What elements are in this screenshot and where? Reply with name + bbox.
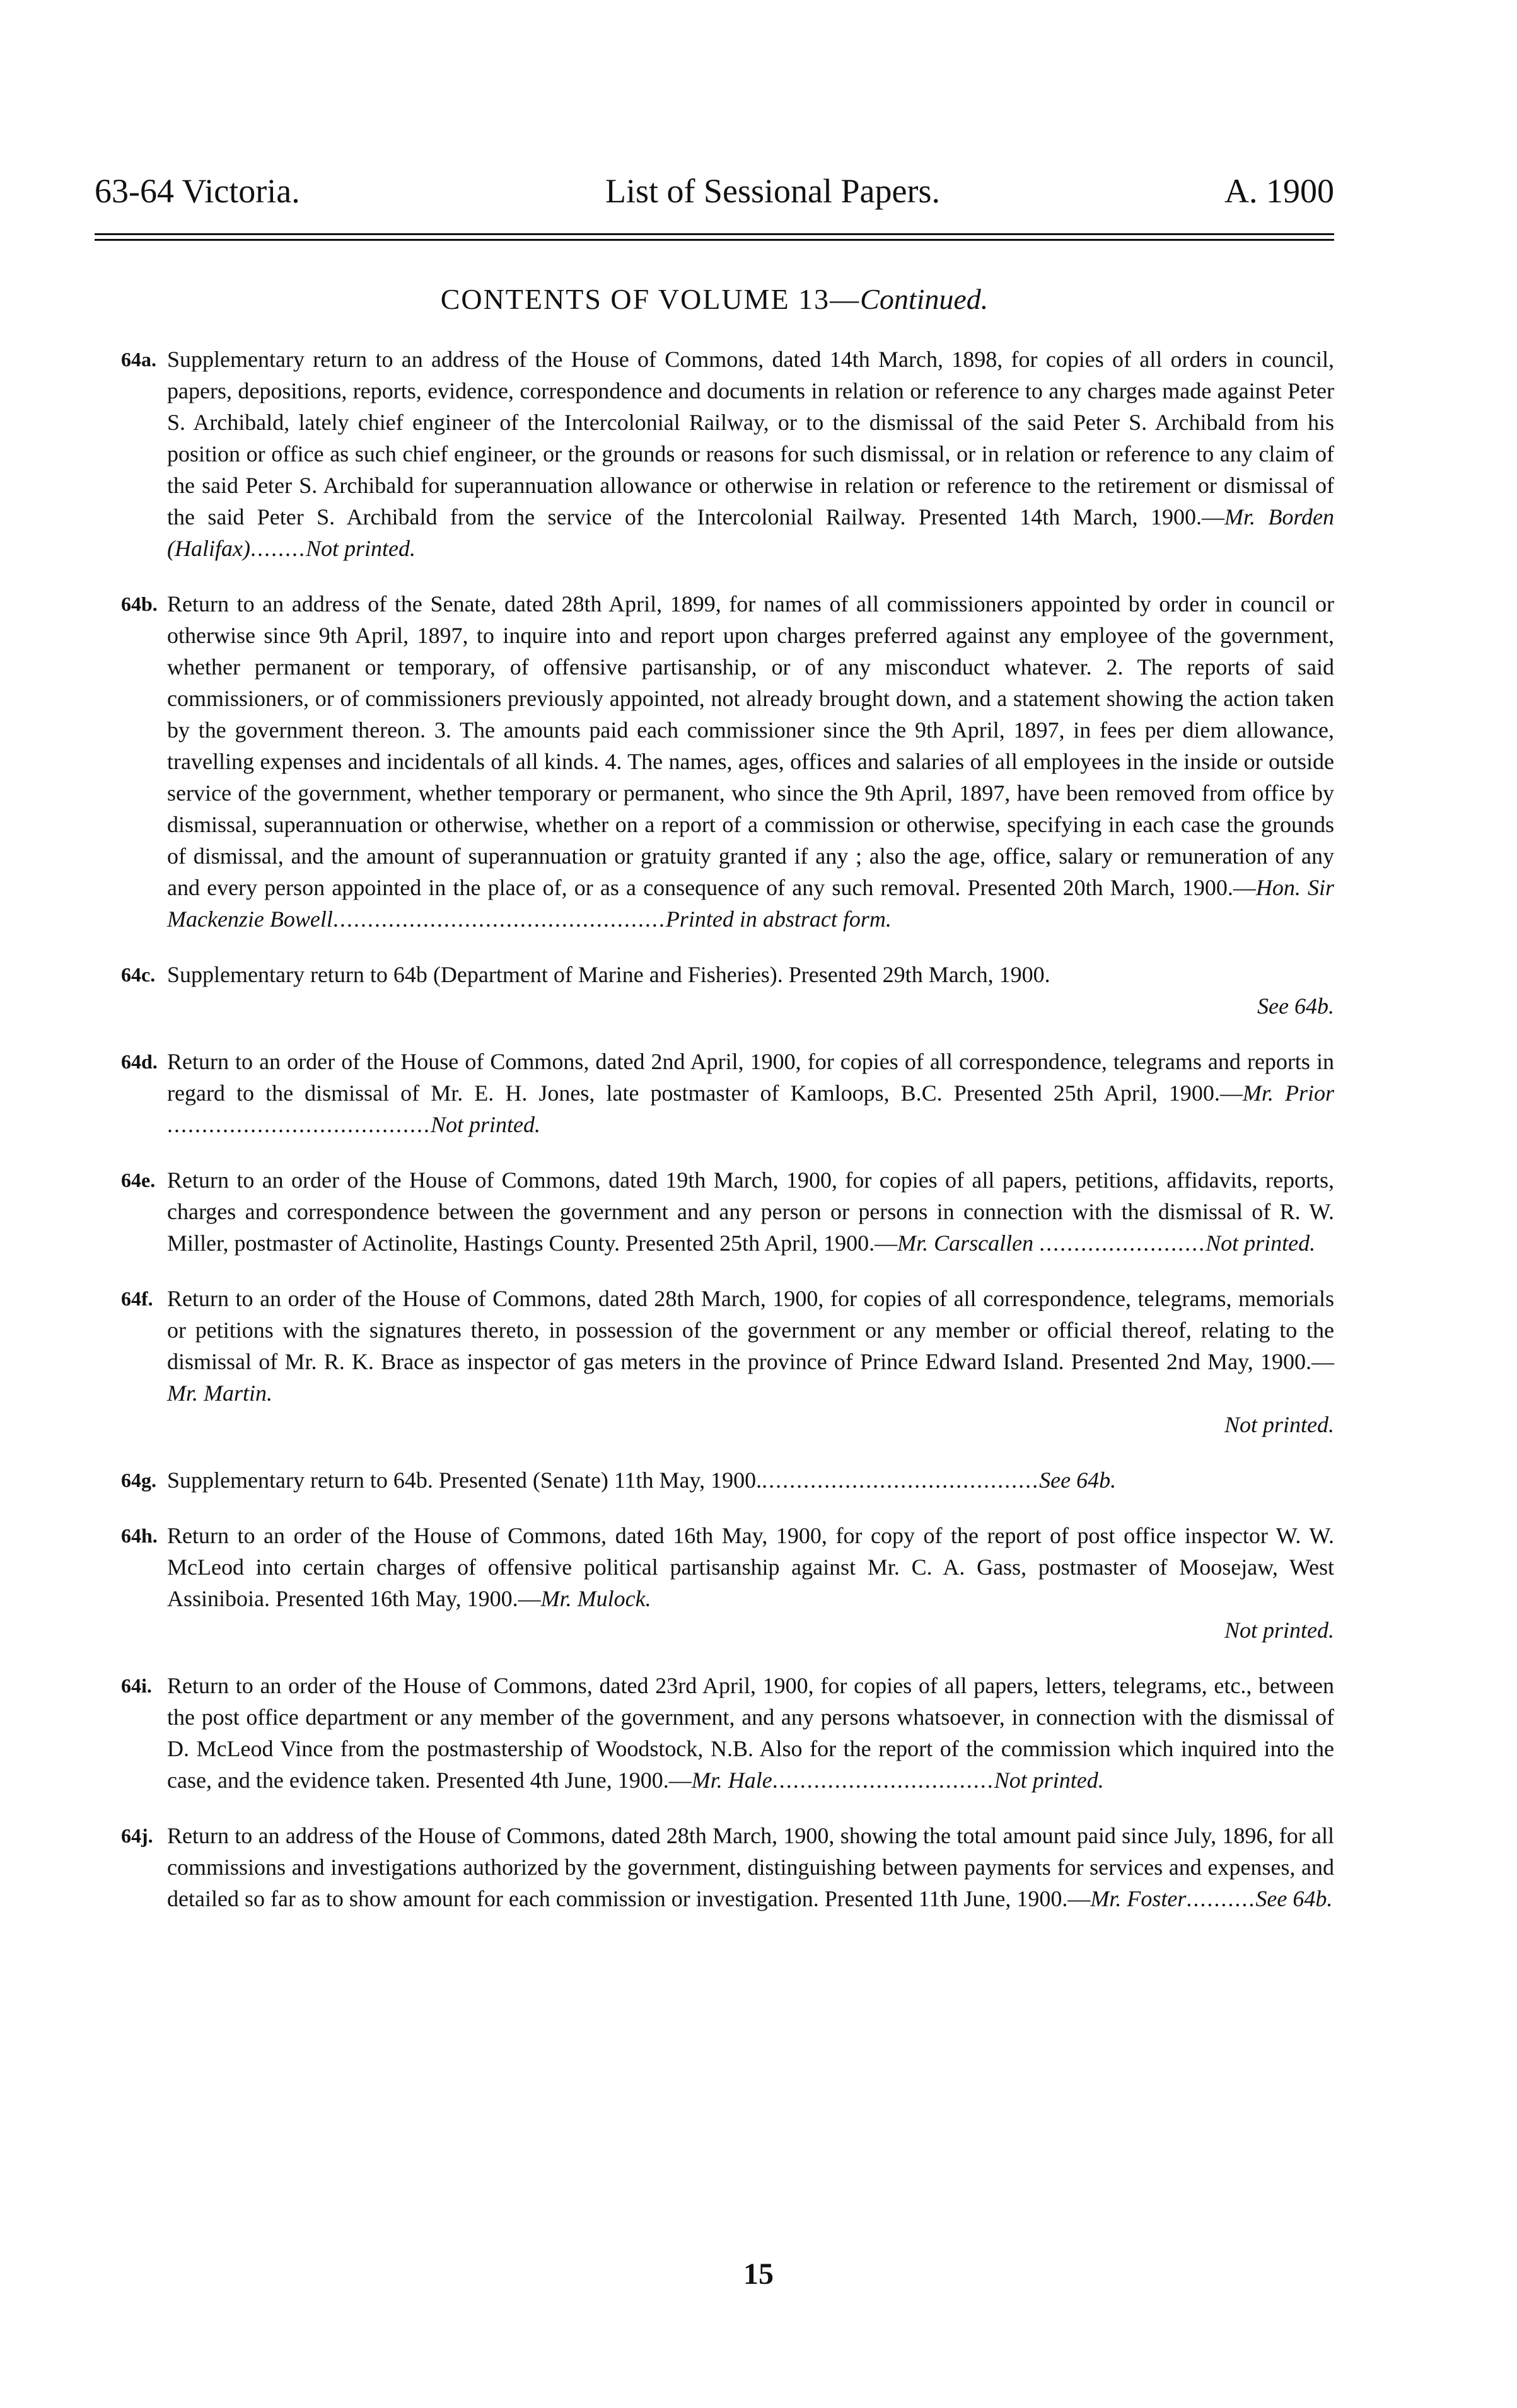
entry-status: See 64b.: [1255, 1886, 1333, 1911]
entry-status: Not printed.: [431, 1112, 541, 1137]
header-double-rule: [95, 233, 1334, 246]
entry-text: Return to an order of the House of Commons, dated 2nd April, 1900, for copies of all correspondence, telegrams and reports in regard to the dismissal of Mr. E. H. Jones, late postmaster of Kamloops, B.C. Presented 25th April, 1900.—: [167, 1049, 1334, 1106]
entry-presenter: Mr. Mulock.: [540, 1586, 651, 1611]
entry-status: Printed in abstract form.: [665, 906, 892, 932]
entry-text: Return to an order of the House of Commons, dated 28th March, 1900, for copies of all correspondence, telegrams, memorials or petitions with the signatures thereto, in possession of the government or any member or official thereof, relating to the dismissal of Mr. R. K. Brace as inspector of gas meters in the province of Prince Edward Island. Presented 2nd May, 1900.—: [167, 1286, 1334, 1374]
heading-continued: Continued.: [860, 283, 989, 315]
entry-status: Not printed.: [305, 536, 416, 561]
entry-64e: [95, 1164, 1334, 1259]
entry-presenter: Hon. Sir Mackenzie Bowell: [167, 875, 1334, 932]
entry-presenter: Mr. Hale: [691, 1768, 772, 1793]
header-session: 63-64 Victoria.: [95, 172, 300, 210]
entry-presenter: Mr. Martin.: [167, 1381, 273, 1406]
entry-id: 64c.: [121, 963, 156, 986]
entry-leader: ................................: [772, 1768, 994, 1793]
entry-id: 64f.: [121, 1287, 153, 1310]
entry-id: 64e.: [121, 1169, 156, 1191]
entry-text: Return to an order of the House of Commons, dated 23rd April, 1900, for copies of all papers, letters, telegrams, etc., between the post office department or any member of the government, and any persons whatsoever, in connection with the dismissal of D. McLeod Vince from the postmastership of Woodstock, N.B. Also for the report of the commission which inquired into the case, and the evidence taken. Presented 4th June, 1900.—: [167, 1673, 1334, 1793]
rule-bottom: [95, 239, 1334, 241]
entry-text: Supplementary return to 64b (Department of Marine and Fisheries). Presented 29th March, 1900.: [167, 962, 1050, 987]
entry-leader: ........................................: [762, 1467, 1040, 1493]
entry-leader: ................................................: [332, 906, 666, 932]
entry-64f: [95, 1283, 1334, 1440]
rule-top: [95, 233, 1334, 235]
entry-64g: [95, 1464, 1334, 1496]
entry-leader: ..........: [1186, 1886, 1256, 1911]
entry-id: 64d.: [121, 1050, 158, 1073]
entry-text: Return to an address of the Senate, dated 28th April, 1899, for names of all commissioners appointed by order in council or otherwise since 9th April, 1897, to inquire into and report upon charges preferred against any employee of the government, whether permanent or temporary, of offensive partisanship, or of any misconduct whatever. 2. The reports of said commissioners, or of commissioners previously appointed, not already brought down, and a statement showing the action taken by the government thereon. 3. The amounts paid each commissioner since the 9th April, 1897, in fees per diem allowance, travelling expenses and incidentals of all kinds. 4. The names, ages, offices and salaries of all employees in the inside or outside service of the government, whether temporary or permanent, who since the 9th April, 1897, have been removed from office by dismissal, superannuation or otherwise, whether on a report of a commission or otherwise, specifying in each case the grounds of dismissal, and the amount of superannuation or gratuity granted if any ; also the age, office, salary or remuneration of any and every person appointed in the place of, or as a consequence of any such removal. Presented 20th March, 1900.—: [167, 591, 1334, 900]
entry-leader: ......................................: [167, 1112, 431, 1137]
header-year: A. 1900: [1224, 172, 1334, 210]
entry-id: 64i.: [121, 1674, 152, 1697]
heading-main: CONTENTS OF VOLUME 13—: [440, 283, 861, 315]
entry-64d: [95, 1046, 1334, 1140]
entry-presenter: Mr. Foster: [1090, 1886, 1187, 1911]
entry-leader: ........: [250, 536, 306, 561]
entry-id: 64j.: [121, 1824, 153, 1847]
entry-id: 64a.: [121, 348, 156, 371]
entry-id: 64g.: [121, 1469, 156, 1491]
header-title: List of Sessional Papers.: [605, 172, 940, 210]
entry-64b: [95, 588, 1334, 935]
entry-64i: [95, 1670, 1334, 1796]
entry-64h: [95, 1520, 1334, 1646]
entry-status: See 64b.: [1039, 1467, 1117, 1493]
entry-id: 64b.: [121, 593, 158, 615]
running-header: [95, 171, 1334, 209]
section-heading: [95, 282, 1334, 316]
entry-status: See 64b.: [1257, 993, 1334, 1019]
entry-64a: [95, 344, 1334, 564]
entry-text: Supplementary return to an address of the House of Commons, dated 14th March, 1898, for copies of all orders in council, papers, depositions, reports, evidence, correspondence and documents in relation or reference to any charges made against Peter S. Archibald, lately chief engineer of the Intercolonial Railway, or to the dismissal of the said Peter S. Archibald from his position or office as such chief engineer, or the grounds or reasons for such dismissal, or in relation or reference to any claim of the said Peter S. Archibald for superannuation allowance or otherwise in relation or reference to the retirement or dismissal of the said Peter S. Archibald from the service of the Intercolonial Railway. Presented 14th March, 1900.—: [167, 347, 1334, 530]
entry-leader: ........................: [1039, 1230, 1206, 1256]
entry-64j: [95, 1820, 1334, 1914]
entry-text: Return to an address of the House of Commons, dated 28th March, 1900, showing the total amount paid since July, 1896, for all commissions and investigations authorized by the government, distinguishing between payments for services and expenses, and detailed so far as to show amount for each commission or investigation. Presented 11th June, 1900.—: [167, 1823, 1334, 1911]
entry-presenter: Mr. Prior: [1242, 1080, 1334, 1106]
entry-status: Not printed.: [1224, 1412, 1334, 1437]
entry-text: Return to an order of the House of Commons, dated 16th May, 1900, for copy of the report of post office inspector W. W. McLeod into certain charges of offensive political partisanship against Mr. C. A. Gass, postmaster of Moosejaw, West Assiniboia. Presented 16th May, 1900.—: [167, 1523, 1334, 1611]
page-number: 15: [743, 2257, 774, 2291]
entry-presenter: Mr. Borden (Halifax): [167, 504, 1334, 561]
entry-64c: [95, 959, 1334, 1022]
entry-id: 64h.: [121, 1524, 158, 1547]
entry-status: Not printed.: [1206, 1230, 1316, 1256]
entry-presenter: Mr. Carscallen: [897, 1230, 1034, 1256]
paper-list: [95, 344, 1334, 1938]
entry-text: Return to an order of the House of Commons, dated 19th March, 1900, for copies of all papers, petitions, affidavits, reports, charges and correspondence between the government and any person or persons in connection with the dismissal of R. W. Miller, postmaster of Actinolite, Hastings County. Presented 25th April, 1900.—: [167, 1167, 1334, 1256]
entry-status: Not printed.: [1224, 1618, 1334, 1643]
entry-status: Not printed.: [994, 1768, 1104, 1793]
entry-text: Supplementary return to 64b. Presented (Senate) 11th May, 1900.: [167, 1467, 762, 1493]
